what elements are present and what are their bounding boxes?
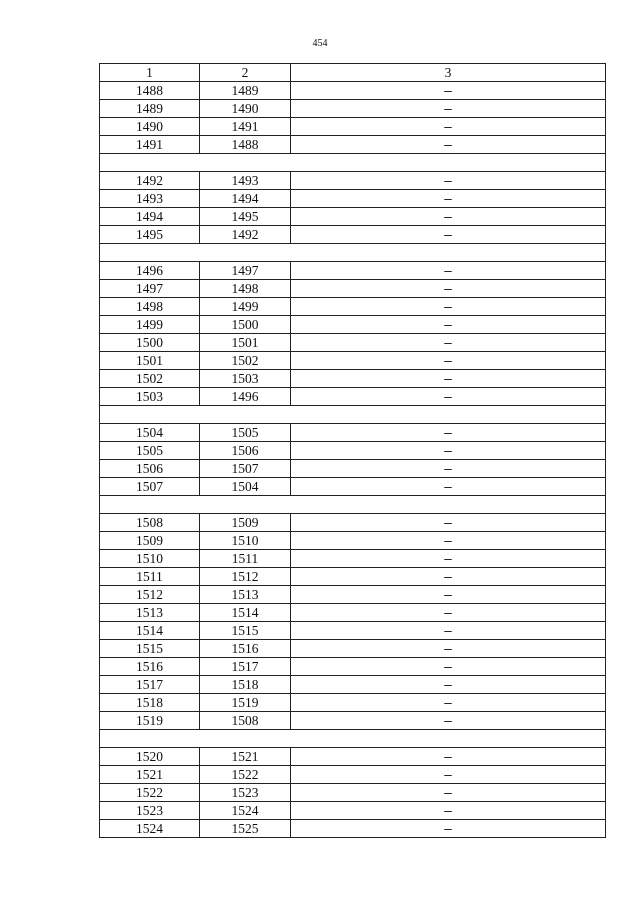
table-cell-col-3: – [291, 748, 606, 766]
table-cell-col-3: – [291, 622, 606, 640]
table-cell-col-3: – [291, 514, 606, 532]
table-cell-col-3: – [291, 208, 606, 226]
table-cell-col-1: 1504 [100, 424, 200, 442]
table-cell-col-2: 1494 [200, 190, 291, 208]
table-cell-col-2: 1502 [200, 352, 291, 370]
table-cell-col-1: 1507 [100, 478, 200, 496]
group-separator-row [100, 730, 606, 748]
table-cell-col-1: 1494 [100, 208, 200, 226]
table-row [100, 784, 606, 802]
table-cell-col-1: 1519 [100, 712, 200, 730]
table-cell-col-3: – [291, 190, 606, 208]
table-cell-col-2: 1491 [200, 118, 291, 136]
table-cell-col-3: – [291, 370, 606, 388]
table-cell-col-3: – [291, 352, 606, 370]
table-cell-col-2: 1509 [200, 514, 291, 532]
table-row [100, 136, 606, 154]
table-row [100, 820, 606, 838]
table-cell-col-1: 1502 [100, 370, 200, 388]
table-cell-col-2: 1500 [200, 316, 291, 334]
group-separator-row [100, 406, 606, 424]
table-row [100, 334, 606, 352]
table-row [100, 604, 606, 622]
table-cell-col-3: – [291, 784, 606, 802]
page-number: 454 [312, 38, 328, 49]
table-cell-col-1: 1522 [100, 784, 200, 802]
table-cell-col-2: 1516 [200, 640, 291, 658]
table-row [100, 748, 606, 766]
table-cell-col-1: 1490 [100, 118, 200, 136]
table-cell-col-1: 1492 [100, 172, 200, 190]
table-row [100, 802, 606, 820]
table-row [100, 208, 606, 226]
table-cell-col-1: 1505 [100, 442, 200, 460]
table-cell-col-2: 1522 [200, 766, 291, 784]
table-cell-col-1: 1498 [100, 298, 200, 316]
table-cell-col-3: – [291, 478, 606, 496]
separator-cell [100, 154, 606, 172]
table-cell-col-2: 1525 [200, 820, 291, 838]
table-cell-col-3: – [291, 586, 606, 604]
table-cell-col-3: – [291, 568, 606, 586]
table-cell-col-2: 1505 [200, 424, 291, 442]
table-cell-col-2: 1497 [200, 262, 291, 280]
table-row [100, 514, 606, 532]
table-cell-col-2: 1506 [200, 442, 291, 460]
separator-cell [100, 244, 606, 262]
table-cell-col-1: 1508 [100, 514, 200, 532]
table-cell-col-1: 1495 [100, 226, 200, 244]
table-body [100, 64, 606, 838]
table-cell-col-1: 1520 [100, 748, 200, 766]
table-cell-col-1: 1499 [100, 316, 200, 334]
table-cell-col-1: 1514 [100, 622, 200, 640]
data-table [99, 63, 606, 838]
table-cell-col-3: – [291, 316, 606, 334]
table-cell-col-2: 1513 [200, 586, 291, 604]
table-cell-col-2: 1523 [200, 784, 291, 802]
table-row [100, 280, 606, 298]
table-cell-col-2: 1499 [200, 298, 291, 316]
table-cell-col-2: 1521 [200, 748, 291, 766]
table-cell-col-1: 1506 [100, 460, 200, 478]
table-row [100, 640, 606, 658]
table-cell-col-3: – [291, 172, 606, 190]
table-row [100, 676, 606, 694]
column-header-1: 1 [100, 64, 200, 82]
group-separator-row [100, 154, 606, 172]
table-cell-col-3: – [291, 802, 606, 820]
table-cell-col-1: 1491 [100, 136, 200, 154]
separator-cell [100, 730, 606, 748]
table-cell-col-3: – [291, 226, 606, 244]
table-cell-col-2: 1507 [200, 460, 291, 478]
table-row [100, 262, 606, 280]
table-cell-col-1: 1497 [100, 280, 200, 298]
table-cell-col-3: – [291, 100, 606, 118]
table-row [100, 766, 606, 784]
group-separator-row [100, 496, 606, 514]
table-cell-col-2: 1503 [200, 370, 291, 388]
table-row [100, 442, 606, 460]
table-cell-col-1: 1489 [100, 100, 200, 118]
table-cell-col-3: – [291, 766, 606, 784]
table-cell-col-2: 1496 [200, 388, 291, 406]
table-cell-col-2: 1488 [200, 136, 291, 154]
table-cell-col-3: – [291, 820, 606, 838]
table-row [100, 424, 606, 442]
table-cell-col-2: 1519 [200, 694, 291, 712]
table-row [100, 388, 606, 406]
separator-cell [100, 496, 606, 514]
table-cell-col-2: 1512 [200, 568, 291, 586]
table-cell-col-2: 1501 [200, 334, 291, 352]
table-cell-col-2: 1489 [200, 82, 291, 100]
table-row [100, 172, 606, 190]
table-cell-col-1: 1512 [100, 586, 200, 604]
table-row [100, 622, 606, 640]
table-row [100, 532, 606, 550]
table-cell-col-2: 1524 [200, 802, 291, 820]
table-cell-col-1: 1513 [100, 604, 200, 622]
table-cell-col-3: – [291, 694, 606, 712]
group-separator-row [100, 244, 606, 262]
table-cell-col-3: – [291, 640, 606, 658]
table-row [100, 316, 606, 334]
column-header-3: 3 [291, 64, 606, 82]
table-row [100, 190, 606, 208]
table-cell-col-3: – [291, 82, 606, 100]
table-cell-col-2: 1511 [200, 550, 291, 568]
table-cell-col-1: 1524 [100, 820, 200, 838]
table-cell-col-2: 1508 [200, 712, 291, 730]
table-cell-col-3: – [291, 676, 606, 694]
table-row [100, 370, 606, 388]
table-cell-col-3: – [291, 118, 606, 136]
table-cell-col-3: – [291, 388, 606, 406]
table-row [100, 586, 606, 604]
table-cell-col-1: 1488 [100, 82, 200, 100]
table-row [100, 100, 606, 118]
table-cell-col-1: 1517 [100, 676, 200, 694]
table-cell-col-3: – [291, 532, 606, 550]
table-cell-col-1: 1518 [100, 694, 200, 712]
table-cell-col-1: 1493 [100, 190, 200, 208]
table-cell-col-1: 1511 [100, 568, 200, 586]
table-cell-col-3: – [291, 604, 606, 622]
table-cell-col-2: 1495 [200, 208, 291, 226]
table-cell-col-2: 1493 [200, 172, 291, 190]
table-cell-col-3: – [291, 658, 606, 676]
table-cell-col-3: – [291, 298, 606, 316]
table-cell-col-3: – [291, 280, 606, 298]
table-cell-col-3: – [291, 334, 606, 352]
table-cell-col-2: 1490 [200, 100, 291, 118]
table-row [100, 478, 606, 496]
header-row [100, 64, 606, 82]
table-row [100, 658, 606, 676]
table-cell-col-3: – [291, 550, 606, 568]
table-row [100, 460, 606, 478]
table-row [100, 568, 606, 586]
table-cell-col-2: 1514 [200, 604, 291, 622]
table-cell-col-1: 1521 [100, 766, 200, 784]
table-cell-col-1: 1503 [100, 388, 200, 406]
table-cell-col-1: 1496 [100, 262, 200, 280]
table-cell-col-3: – [291, 262, 606, 280]
table-cell-col-2: 1518 [200, 676, 291, 694]
separator-cell [100, 406, 606, 424]
table-row [100, 694, 606, 712]
table-cell-col-2: 1515 [200, 622, 291, 640]
table-cell-col-1: 1516 [100, 658, 200, 676]
table-cell-col-2: 1492 [200, 226, 291, 244]
table-cell-col-1: 1501 [100, 352, 200, 370]
table-row [100, 118, 606, 136]
table-row [100, 298, 606, 316]
table-cell-col-1: 1515 [100, 640, 200, 658]
table-cell-col-1: 1510 [100, 550, 200, 568]
table-cell-col-2: 1517 [200, 658, 291, 676]
table-cell-col-2: 1504 [200, 478, 291, 496]
table-cell-col-3: – [291, 136, 606, 154]
table-row [100, 226, 606, 244]
column-header-2: 2 [200, 64, 291, 82]
table-cell-col-3: – [291, 424, 606, 442]
table-row [100, 352, 606, 370]
table-cell-col-2: 1510 [200, 532, 291, 550]
table-cell-col-3: – [291, 712, 606, 730]
table-cell-col-1: 1500 [100, 334, 200, 352]
table-row [100, 712, 606, 730]
table-cell-col-2: 1498 [200, 280, 291, 298]
table-row [100, 82, 606, 100]
table-cell-col-3: – [291, 442, 606, 460]
table-cell-col-3: – [291, 460, 606, 478]
table-cell-col-1: 1509 [100, 532, 200, 550]
table-row [100, 550, 606, 568]
table-cell-col-1: 1523 [100, 802, 200, 820]
